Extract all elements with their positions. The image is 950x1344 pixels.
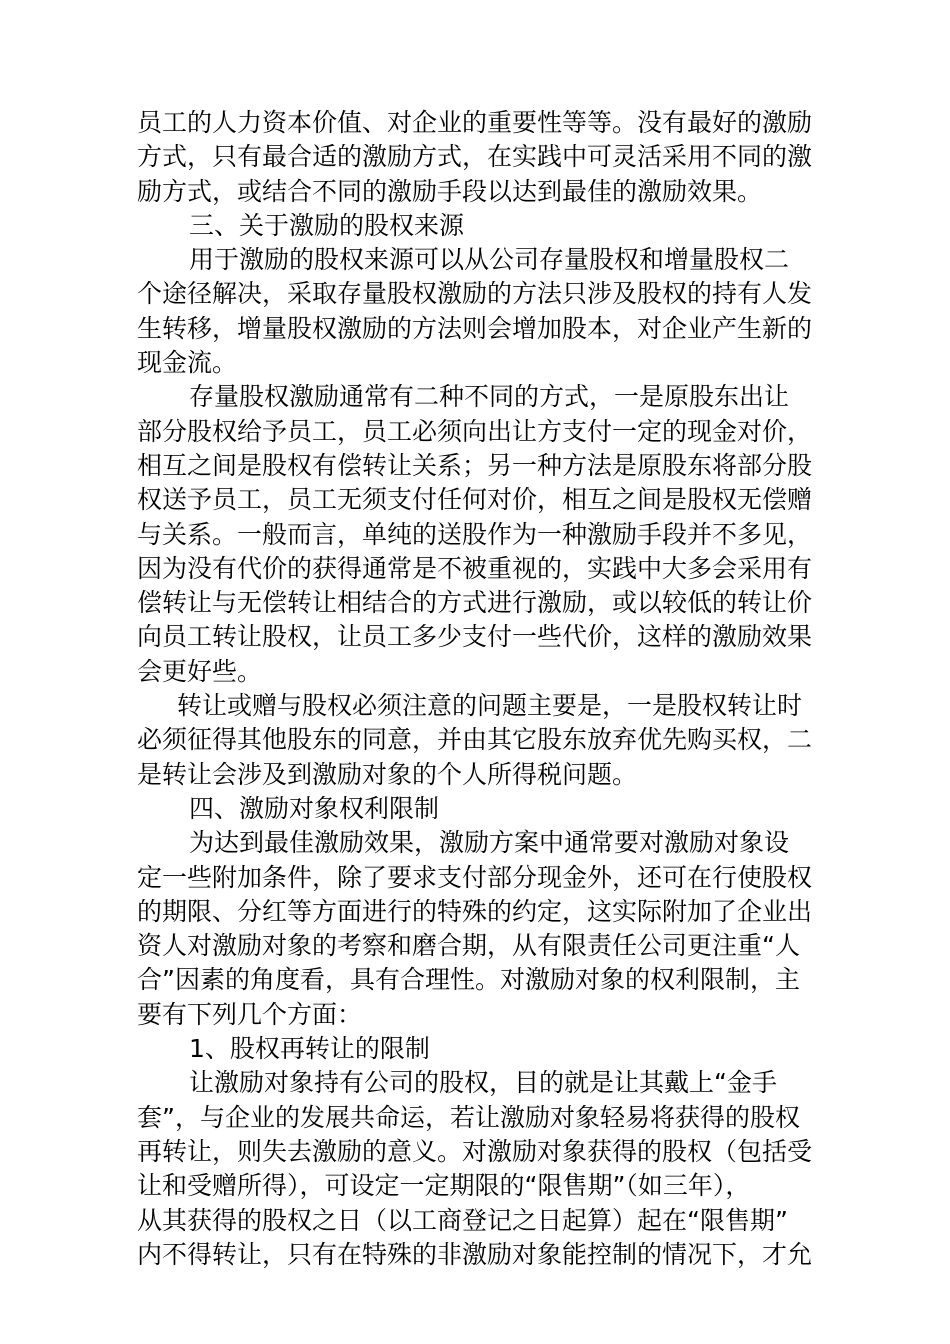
text-line: 偿转让与无偿转让相结合的方式进行激励，或以较低的转让价 [137, 588, 813, 618]
text-line: 从其获得的股权之日（以工商登记之日起算）起在“限售期” [137, 1205, 788, 1235]
text-line: 1、股权再转让的限制 [189, 1034, 430, 1064]
text-line: 用于激励的股权来源可以从公司存量股权和增量股权二 [189, 245, 790, 275]
text-line: 要有下列几个方面： [137, 999, 363, 1029]
text-line: 转让或赠与股权必须注意的问题主要是，一是股权转让时 [177, 691, 803, 721]
text-line: 存量股权激励通常有二种不同的方式，一是原股东出让 [189, 382, 790, 412]
text-line: 为达到最佳激励效果，激励方案中通常要对激励对象设 [189, 828, 790, 858]
text-line: 与关系。一般而言，单纯的送股作为一种激励手段并不多见， [137, 519, 813, 549]
document-body [137, 106, 813, 1272]
text-line: 内不得转让，只有在特殊的非激励对象能控制的情况下，才允 [137, 1239, 813, 1269]
text-line: 向员工转让股权，让员工多少支付一些代价，这样的激励效果 [137, 622, 813, 652]
text-line: 员工的人力资本价值、对企业的重要性等等。没有最好的激励 [137, 108, 813, 137]
text-line: 三、关于激励的股权来源 [189, 210, 465, 240]
text-line: 定一些附加条件，除了要求支付部分现金外，还可在行使股权 [137, 862, 813, 892]
text-line: 个途径解决，采取存量股权激励的方法只涉及股权的持有人发 [137, 279, 813, 309]
text-line: 生转移，增量股权激励的方法则会增加股本，对企业产生新的 [137, 313, 813, 343]
text-line: 合”因素的角度看，具有合理性。对激励对象的权利限制，主 [137, 965, 800, 995]
text-line: 四、激励对象权利限制 [189, 793, 440, 823]
text-line: 再转让，则失去激励的意义。对激励对象获得的股权（包括受 [137, 1136, 813, 1166]
text-line: 现金流。 [137, 348, 238, 378]
text-line: 会更好些。 [137, 656, 263, 686]
text-line: 励方式，或结合不同的激励手段以达到最佳的激励效果。 [137, 176, 763, 206]
text-line: 让激励对象持有公司的股权，目的就是让其戴上“金手 [189, 1068, 777, 1098]
text-line: 让和受赠所得），可设定一定期限的“限售期”（如三年）， [137, 1171, 751, 1201]
text-line: 资人对激励对象的考察和磨合期，从有限责任公司更注重“人 [137, 931, 800, 961]
text-line: 权送予员工，员工无须支付任何对价，相互之间是股权无偿赠 [137, 485, 813, 515]
text-line: 必须征得其他股东的同意，并由其它股东放弃优先购买权，二 [137, 725, 813, 755]
text-line: 套”，与企业的发展共命运，若让激励对象轻易将获得的股权 [137, 1102, 800, 1132]
text-line: 相互之间是股权有偿转让关系；另一种方法是原股东将部分股 [137, 450, 813, 480]
text-line: 的期限、分红等方面进行的特殊的约定，这实际附加了企业出 [137, 896, 813, 926]
text-line: 是转让会涉及到激励对象的个人所得税问题。 [137, 759, 638, 789]
text-line: 方式，只有最合适的激励方式，在实践中可灵活采用不同的激 [137, 142, 813, 172]
text-line: 部分股权给予员工，员工必须向出让方支付一定的现金对价， [137, 416, 813, 446]
text-line: 因为没有代价的获得通常是不被重视的，实践中大多会采用有 [137, 553, 813, 583]
